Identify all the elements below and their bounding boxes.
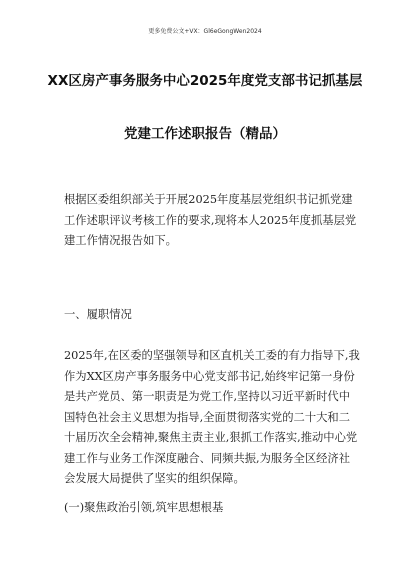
- document-title-line-1: XX区房产事务服务中心2025年度党支部书记抓基层: [47, 73, 363, 89]
- body-line-7: 会发展大局提供了坚实的组织保障。: [64, 472, 245, 485]
- body-line-3: 是共产党员、第一职责是为党工作,坚持以习近平新时代中: [64, 390, 351, 403]
- header-note: 更多免费公文+VX：Gl6eGongWen2024: [148, 28, 262, 35]
- intro-line-3: 建工作情况报告如下。: [64, 234, 177, 247]
- body-paragraph: [64, 346, 360, 490]
- intro-line-2: 工作述职评议考核工作的要求,现将本人2025年度抓基层党: [64, 213, 357, 227]
- document-title-line-2: 党建工作述职报告（精品）: [124, 126, 286, 142]
- body-line-6: 建工作与业务工作深度融合、同频共振,为服务全区经济社: [64, 451, 351, 465]
- subsection-heading-1: (一)聚焦政治引领,筑牢思想根基: [64, 501, 224, 514]
- body-line-2: 作为XX区房产事务服务中心党支部书记,始终牢记第一身份: [64, 369, 355, 383]
- section-heading-1: 一、履职情况: [64, 308, 132, 321]
- body-line-5: 十届历次全会精神,聚焦主责主业,狠抓工作落实,推动中心党: [64, 431, 358, 444]
- body-line-1: 2025年,在区委的坚强领导和区直机关工委的有力指导下,我: [64, 349, 360, 362]
- intro-line-1: 根据区委组织部关于开展2025年度基层党组织书记抓党建: [64, 193, 353, 206]
- body-line-4: 国特色社会主义思想为指导,全面贯彻落实党的二十大和二: [64, 410, 351, 424]
- intro-paragraph: [64, 190, 356, 252]
